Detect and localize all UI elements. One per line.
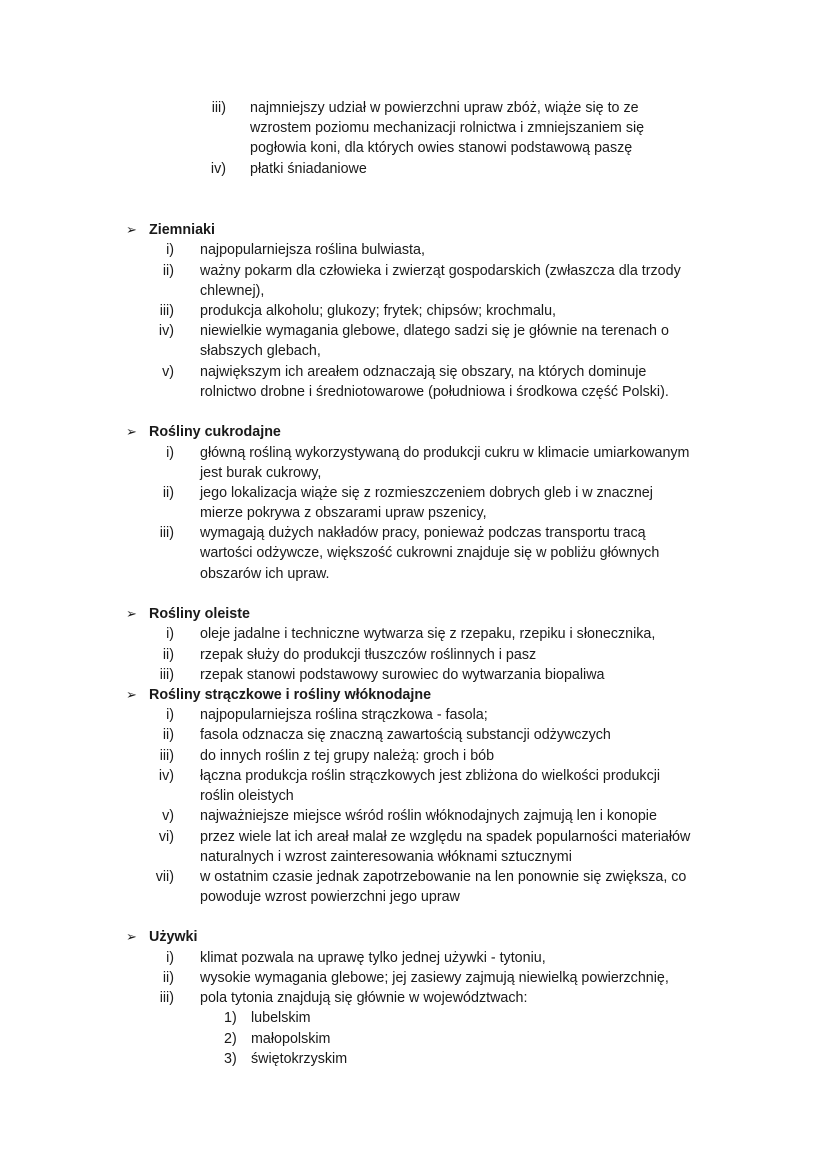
list-item-text: oleje jadalne i techniczne wytwarza się z rzepaku, rzepiku i słonecznika, (200, 626, 656, 642)
list-item-number: i) (166, 626, 174, 642)
arrow-bullet-icon: ➢ (126, 606, 137, 621)
sub-item-number: 3) (224, 1051, 237, 1067)
arrow-bullet-icon: ➢ (126, 929, 137, 944)
list-item-text: główną rośliną wykorzystywaną do produkcji cukru w klimacie umiarkowanym (200, 445, 690, 461)
intro-item-text: płatki śniadaniowe (250, 161, 367, 177)
list-item-text: wartości odżywcze, większość cukrowni znajduje się w pobliżu głównych (200, 545, 660, 561)
list-item-text: ważny pokarm dla człowieka i zwierząt gospodarskich (zwłaszcza dla trzody (200, 263, 681, 279)
arrow-bullet-icon: ➢ (126, 222, 137, 237)
list-item-text: produkcja alkoholu; glukozy; frytek; chipsów; krochmalu, (200, 303, 556, 319)
list-item-number: iii) (159, 667, 174, 683)
list-item-text: chlewnej), (200, 283, 265, 299)
list-item-text: jego lokalizacja wiąże się z rozmieszczeniem dobrych gleb i w znacznej (200, 485, 653, 501)
sub-item-text: świętokrzyskim (251, 1051, 348, 1067)
intro-item-number: iv) (210, 161, 226, 177)
list-item-number: iii) (159, 525, 174, 541)
list-item-number: i) (166, 242, 174, 258)
list-item-text: najpopularniejsza roślina bulwiasta, (200, 242, 425, 258)
list-item-number: vii) (155, 869, 174, 885)
list-item-text: rzepak stanowi podstawowy surowiec do wytwarzania biopaliwa (200, 667, 605, 683)
list-item-number: ii) (162, 727, 174, 743)
list-item-text: łączna produkcja roślin strączkowych jest zbliżona do wielkości produkcji (200, 768, 661, 784)
list-item-text: najważniejsze miejsce wśród roślin włóknodajnych zajmują len i konopie (200, 808, 657, 824)
list-item-text: obszarów ich upraw. (200, 566, 330, 582)
list-item-text: do innych roślin z tej grupy należą: groch i bób (200, 748, 495, 764)
list-item-text: największym ich areałem odznaczają się obszary, na których dominuje (200, 364, 647, 380)
list-item-number: iv) (158, 323, 174, 339)
list-item-text: niewielkie wymagania glebowe, dlatego sadzi się je głównie na terenach o (200, 323, 669, 339)
intro-item-text: wzrostem poziomu mechanizacji rolnictwa i zmniejszaniem się (250, 120, 645, 136)
list-item-text: rzepak służy do produkcji tłuszczów roślinnych i pasz (200, 647, 537, 663)
sub-item-number: 2) (224, 1031, 237, 1047)
list-item-text: fasola odznacza się znaczną zawartością substancji odżywczych (200, 727, 611, 743)
list-item-number: v) (162, 808, 174, 824)
list-item-number: v) (162, 364, 174, 380)
list-item-text: klimat pozwala na uprawę tylko jednej używki - tytoniu, (200, 950, 546, 966)
list-item-text: powoduje wzrost powierzchni jego upraw (200, 889, 460, 905)
list-item-number: ii) (162, 485, 174, 501)
list-item-text: pola tytonia znajdują się głównie w województwach: (200, 990, 528, 1006)
sub-item-number: 1) (224, 1010, 237, 1026)
section-heading: Rośliny strączkowe i rośliny włóknodajne (149, 687, 432, 703)
arrow-bullet-icon: ➢ (126, 687, 137, 702)
arrow-bullet-icon: ➢ (126, 424, 137, 439)
intro-item-text: pogłowia koni, dla których owies stanowi podstawową paszę (250, 140, 633, 156)
list-item-number: iii) (159, 748, 174, 764)
list-item-number: ii) (162, 647, 174, 663)
list-item-text: wysokie wymagania glebowe; jej zasiewy zajmują niewielką powierzchnię, (200, 970, 669, 986)
section-heading: Rośliny oleiste (149, 606, 250, 622)
sub-item-text: małopolskim (251, 1031, 331, 1047)
section-heading: Rośliny cukrodajne (149, 424, 281, 440)
intro-item-number: iii) (211, 100, 226, 116)
list-item-text: roślin oleistych (200, 788, 294, 804)
list-item-text: wymagają dużych nakładów pracy, ponieważ podczas transportu tracą (200, 525, 646, 541)
list-item-text: mierze pokrywa z obszarami upraw pszenicy, (200, 505, 487, 521)
section-heading: Używki (149, 929, 198, 945)
list-item-number: iv) (158, 768, 174, 784)
list-item-text: rolnictwo drobne i średniotowarowe (południowa i środkowa część Polski). (200, 384, 669, 400)
list-item-text: naturalnych i wzrost zainteresowania włóknami sztucznymi (200, 849, 572, 865)
list-item-number: vi) (158, 829, 174, 845)
list-item-number: ii) (162, 263, 174, 279)
list-item-number: i) (166, 950, 174, 966)
sub-item-text: lubelskim (251, 1010, 311, 1026)
list-item-text: słabszych glebach, (200, 343, 321, 359)
list-item-number: iii) (159, 990, 174, 1006)
section-heading: Ziemniaki (149, 222, 215, 238)
list-item-number: i) (166, 707, 174, 723)
intro-item-text: najmniejszy udział w powierzchni upraw zbóż, wiąże się to ze (250, 100, 639, 116)
list-item-number: i) (166, 445, 174, 461)
list-item-text: przez wiele lat ich areał malał ze względu na spadek popularności materiałów (200, 829, 691, 845)
list-item-text: jest burak cukrowy, (200, 465, 322, 481)
list-item-text: w ostatnim czasie jednak zapotrzebowanie na len ponownie się zwiększa, co (200, 869, 687, 885)
list-item-number: iii) (159, 303, 174, 319)
list-item-number: ii) (162, 970, 174, 986)
list-item-text: najpopularniejsza roślina strączkowa - fasola; (200, 707, 488, 723)
